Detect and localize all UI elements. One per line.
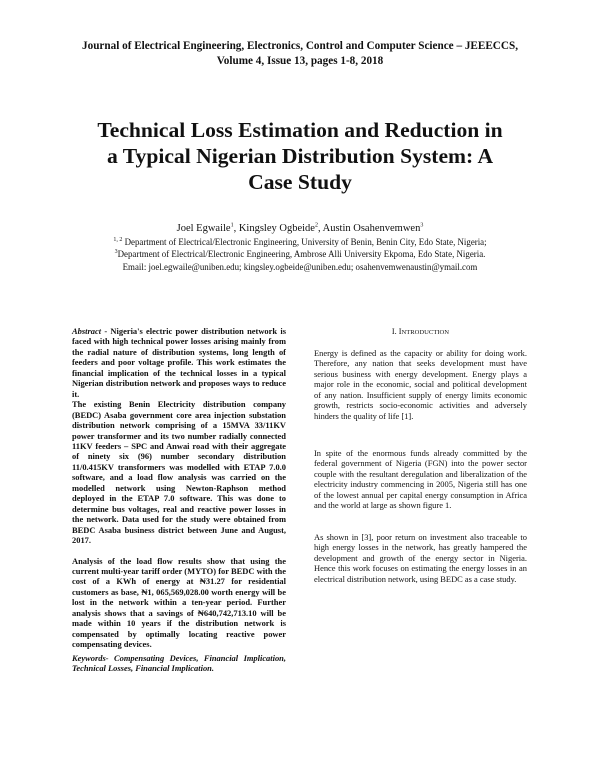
affiliation-marker: 1, 2 <box>113 237 123 244</box>
abstract-block <box>72 326 286 650</box>
journal-header-line1: Journal of Electrical Engineering, Electronics, Control and Computer Science – JEEECCS, <box>82 40 518 52</box>
author-affil-marker: 1 <box>230 222 234 229</box>
abstract-label: Abstract <box>72 326 102 336</box>
title-line-1: Technical Loss Estimation and Reduction in <box>97 118 503 142</box>
abstract-paragraph-2: The existing Benin Electricity distribution company (BEDC) Asaba government core area injection substation distribution network comprising of a 15MVA 33/11KV power transformer and its two number radially connected 11KV feeders – SPC and Anwai road with their aggregate of ninety six (96) number secondary distribution 11/0.415KV transformers was modelled with ETAP 7.0.0 software, and a load flow analysis was carried on the modelled network using Newton-Raphson method deployed in the ETAP 7.0 software. This was done to determine bus voltages, real and reactive power losses in the network. Data used for the study were obtained from BEDC Asaba business district between June and August, 2017. <box>72 399 286 546</box>
keywords-label: Keywords <box>72 653 106 663</box>
abstract-paragraph-1 <box>72 326 286 399</box>
title-line-2: a Typical Nigerian Distribution System: A <box>106 144 494 168</box>
introduction-paragraph-1: Energy is defined as the capacity or ability for doing work. Therefore, any nation that seeks development must have serious business with energy development. Energy plays a major role in the economic, social and political development of any nation. Insufficient supply of energy limits economic growth, restricts socio-economic activities and adversely hinders the quality of life [1]. <box>314 348 527 421</box>
affiliation-text: Department of Electrical/Electronic Engineering, Ambrose Alli University Ekpoma, Edo State, Nigeria. <box>117 249 486 259</box>
affiliation-text: Department of Electrical/Electronic Engineering, University of Benin, Benin City, Edo State, Nigeria; <box>124 237 487 247</box>
author-emails: Email: joel.egwaile@uniben.edu; kingsley.ogbeide@uniben.edu; osahenvemwenaustin@ymail.com <box>122 262 478 272</box>
introduction-paragraph-3: As shown in [3], poor return on investment also traceable to high energy losses in the network, has greatly hampered the development and growth of the energy sector in Nigeria. Hence this work focuses on estimating the energy losses in an electrical distribution network, using BEDC as a case study. <box>314 532 527 584</box>
paper-title <box>60 117 540 195</box>
author-list <box>60 222 540 235</box>
keywords-text: - Compensating Devices, Financial Implication, Technical Losses, Financial Implication. <box>72 653 286 674</box>
section-heading-introduction <box>314 327 527 338</box>
introduction-paragraph-2: In spite of the enormous funds already committed by the federal government of Nigeria (FGN) into the power sector couple with the resultant deregulation and liberalization of the electricity industry commencing in 2005, Nigeria still has one of the lowest annual per capital energy consumption in Africa and the world at large as shown figure 1. <box>314 448 527 511</box>
abstract-paragraph-3: Analysis of the load flow results show that using the current multi-year tariff order (MYTO) for BEDC with the cost of a KWh of energy at ₦31.27 for residential customers as base, ₦1, 065,569,028.00 worth energy will be lost in the network within a ten-year period. Further analysis shows that a savings of ₦640,742,713.10 will be made within 10 years if the distribution network is compensated by optimally locating reactive power compensating devices. <box>72 555 286 650</box>
author-name: , Kingsley Ogbeide <box>233 223 315 234</box>
author-name: Joel Egwaile <box>176 223 231 234</box>
author-affil-marker: 2 <box>314 222 318 229</box>
journal-header-line2: Volume 4, Issue 13, pages 1-8, 2018 <box>216 55 384 67</box>
keywords-block <box>72 653 286 674</box>
author-affil-marker: 3 <box>420 222 424 229</box>
affiliation-2 <box>40 249 560 260</box>
author-name: , Austin Osahenvemwen <box>317 223 421 234</box>
affiliation-marker: 3 <box>114 249 118 256</box>
abstract-text: - Nigeria's electric power distribution network is faced with high technical power losses arising mainly from the radial nature of distribution systems, long length of feeders and poor voltage profile. This work estimates the financial implication of the technical losses in a typical Nigerian distribution network and proposes ways to reduce it. <box>72 326 286 399</box>
section-title: NTRODUCTION <box>401 329 450 336</box>
affiliation-1 <box>40 237 560 248</box>
section-number: I. I <box>391 327 402 336</box>
title-line-3: Case Study <box>248 170 352 194</box>
